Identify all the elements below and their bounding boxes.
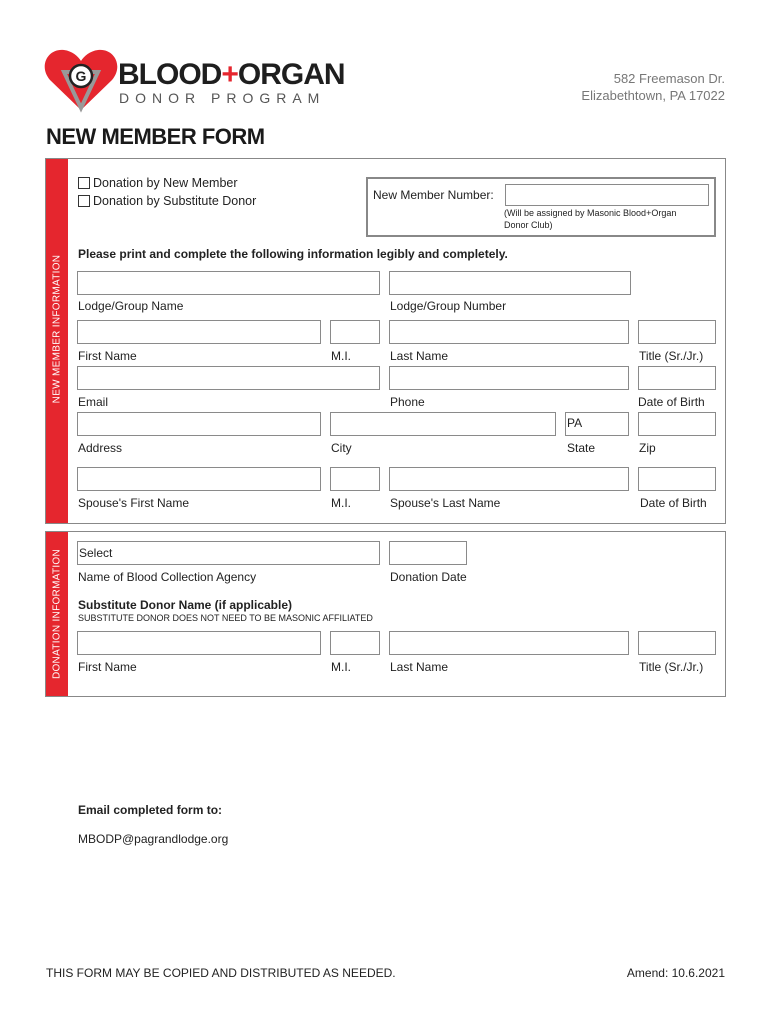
- title-label: Title (Sr./Jr.): [639, 349, 704, 363]
- city-label: City: [331, 441, 352, 455]
- substitute-note: SUBSTITUTE DONOR DOES NOT NEED TO BE MASONIC AFFILIATED: [78, 613, 373, 623]
- sub-mi-field[interactable]: [330, 631, 380, 655]
- lodge-number-field[interactable]: [389, 271, 631, 295]
- brand-organ: ORGAN: [237, 58, 345, 91]
- new-member-checkbox[interactable]: [78, 177, 90, 189]
- sub-first-name-field[interactable]: [77, 631, 321, 655]
- donation-date-label: Donation Date: [390, 570, 467, 584]
- logo-heart-icon: [44, 46, 118, 114]
- member-number-field[interactable]: [505, 184, 709, 206]
- email-label: Email: [78, 395, 109, 409]
- email-to-label: Email completed form to:: [78, 803, 223, 817]
- new-member-side-tab: [46, 159, 68, 523]
- last-name-field[interactable]: [389, 320, 629, 344]
- substitute-donor-option-label: Donation by Substitute Donor: [93, 194, 257, 208]
- blood-agency-select[interactable]: [77, 541, 380, 565]
- new-member-section-label: NEW MEMBER INFORMATION: [51, 254, 63, 404]
- phone-label: Phone: [390, 395, 425, 409]
- first-name-label: First Name: [78, 349, 137, 363]
- zip-label: Zip: [639, 441, 656, 455]
- lodge-number-label: Lodge/Group Number: [390, 299, 507, 313]
- spouse-mi-field[interactable]: [330, 467, 380, 491]
- email-field[interactable]: [77, 366, 380, 390]
- brand-plus: +: [221, 58, 238, 91]
- brand-name: [118, 58, 345, 92]
- spouse-mi-label: M.I.: [331, 496, 351, 510]
- dob-label: Date of Birth: [638, 395, 705, 409]
- footer-amend-date: Amend: 10.6.2021: [626, 966, 725, 980]
- member-number-note-2: Donor Club): [504, 220, 553, 230]
- donation-date-field[interactable]: [389, 541, 467, 565]
- blood-agency-label: Name of Blood Collection Agency: [78, 570, 257, 584]
- brand-subtitle: DONOR PROGRAM: [119, 90, 326, 106]
- brand-blood: BLOOD: [118, 58, 222, 91]
- sub-last-name-label: Last Name: [390, 660, 449, 674]
- sub-title-field[interactable]: [638, 631, 716, 655]
- sub-title-label: Title (Sr./Jr.): [639, 660, 704, 674]
- sub-mi-label: M.I.: [331, 660, 351, 674]
- donation-section-label: DONATION INFORMATION: [51, 548, 63, 680]
- spouse-first-name-field[interactable]: [77, 467, 321, 491]
- page-title: NEW MEMBER FORM: [46, 124, 265, 149]
- mi-field[interactable]: [330, 320, 380, 344]
- state-field[interactable]: [565, 412, 629, 436]
- city-field[interactable]: [330, 412, 556, 436]
- donation-side-tab: [46, 532, 68, 696]
- sub-last-name-field[interactable]: [389, 631, 629, 655]
- blood-agency-value: Select: [79, 546, 113, 560]
- new-member-option-label: Donation by New Member: [93, 176, 238, 190]
- address-label: Address: [78, 441, 123, 455]
- state-value: PA: [567, 416, 583, 430]
- title-field[interactable]: [638, 320, 716, 344]
- member-number-label: New Member Number:: [373, 188, 494, 202]
- footer-copy-note: THIS FORM MAY BE COPIED AND DISTRIBUTED AS NEEDED.: [46, 966, 396, 980]
- state-label: State: [567, 441, 596, 455]
- spouse-dob-label: Date of Birth: [640, 496, 707, 510]
- substitute-donor-checkbox[interactable]: [78, 195, 90, 207]
- lodge-name-field[interactable]: [77, 271, 380, 295]
- spouse-dob-field[interactable]: [638, 467, 716, 491]
- spouse-last-name-field[interactable]: [389, 467, 629, 491]
- address-line-1: 582 Freemason Dr.: [613, 71, 725, 86]
- last-name-label: Last Name: [390, 349, 449, 363]
- dob-field[interactable]: [638, 366, 716, 390]
- instructions: Please print and complete the following information legibly and completely.: [78, 247, 508, 261]
- svg-text:G: G: [75, 68, 87, 84]
- member-number-panel: [366, 177, 716, 237]
- substitute-heading: Substitute Donor Name (if applicable): [78, 598, 293, 612]
- mi-label: M.I.: [331, 349, 351, 363]
- address-block: [581, 70, 725, 104]
- address-field[interactable]: [77, 412, 321, 436]
- address-line-2: Elizabethtown, PA 17022: [581, 88, 725, 103]
- sub-first-name-label: First Name: [78, 660, 137, 674]
- spouse-last-name-label: Spouse's Last Name: [390, 496, 501, 510]
- first-name-field[interactable]: [77, 320, 321, 344]
- lodge-name-label: Lodge/Group Name: [78, 299, 184, 313]
- phone-field[interactable]: [389, 366, 629, 390]
- zip-field[interactable]: [638, 412, 716, 436]
- email-to-address[interactable]: MBODP@pagrandlodge.org: [78, 832, 229, 846]
- member-number-note-1: (Will be assigned by Masonic Blood+Organ: [504, 208, 677, 218]
- spouse-first-name-label: Spouse's First Name: [78, 496, 189, 510]
